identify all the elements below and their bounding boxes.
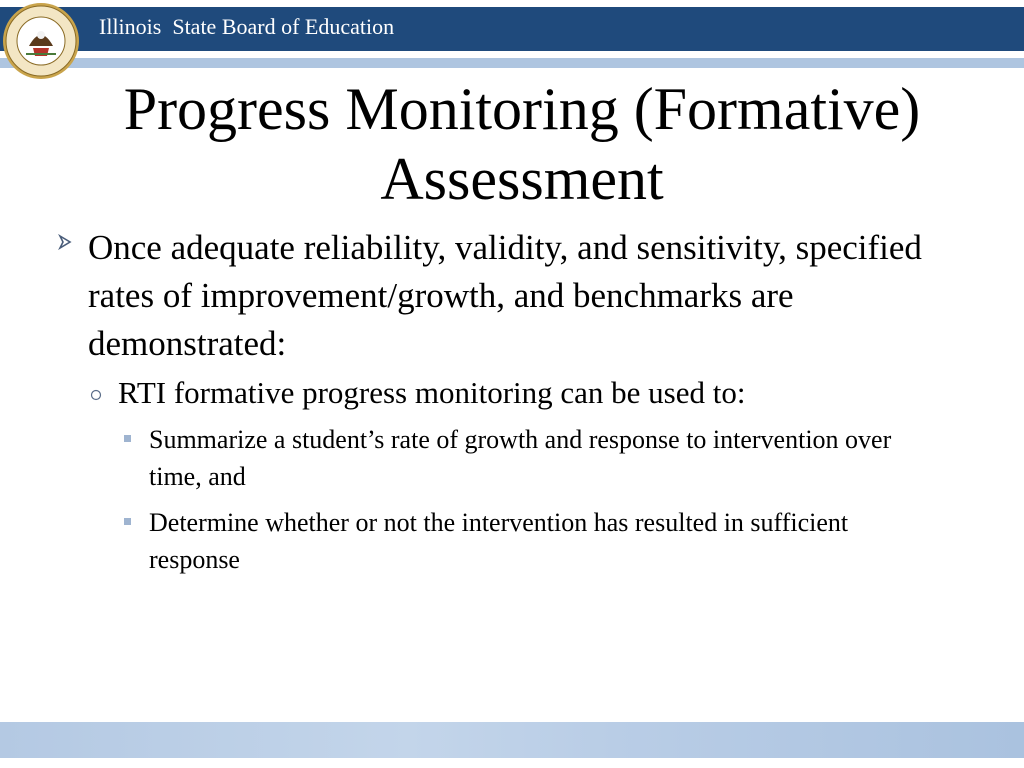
sub-sub-bullet-text: Summarize a student’s rate of growth and response to intervention over time, and <box>149 425 892 491</box>
title-line-2: Assessment <box>380 146 664 212</box>
arrow-bullet-icon <box>58 224 88 368</box>
slide-title <box>40 74 1004 214</box>
sub-sub-bullet-text: Determine whether or not the intervention has resulted in sufficient response <box>149 508 849 574</box>
sub-sub-bullet-item <box>124 421 904 495</box>
square-bullet-icon <box>124 421 149 495</box>
org-name: Illinois State Board of Education <box>99 14 395 39</box>
bullet-text: Once adequate reliability, validity, and sensitivity, specified rates of improvement/growth, and benchmarks are demonstrated: <box>88 228 922 363</box>
sub-bullet-item <box>90 373 950 413</box>
title-line-1: Progress Monitoring (Formative) <box>123 76 921 142</box>
bullet-item <box>58 224 938 368</box>
footer-bar <box>0 722 1024 758</box>
circle-bullet-icon <box>90 373 118 413</box>
sub-bullet-text: RTI formative progress monitoring can be used to: <box>118 375 746 410</box>
header-stripe <box>0 58 1024 68</box>
state-seal-icon <box>2 2 80 80</box>
sub-sub-bullet-item <box>124 504 904 578</box>
square-bullet-icon <box>124 504 149 578</box>
